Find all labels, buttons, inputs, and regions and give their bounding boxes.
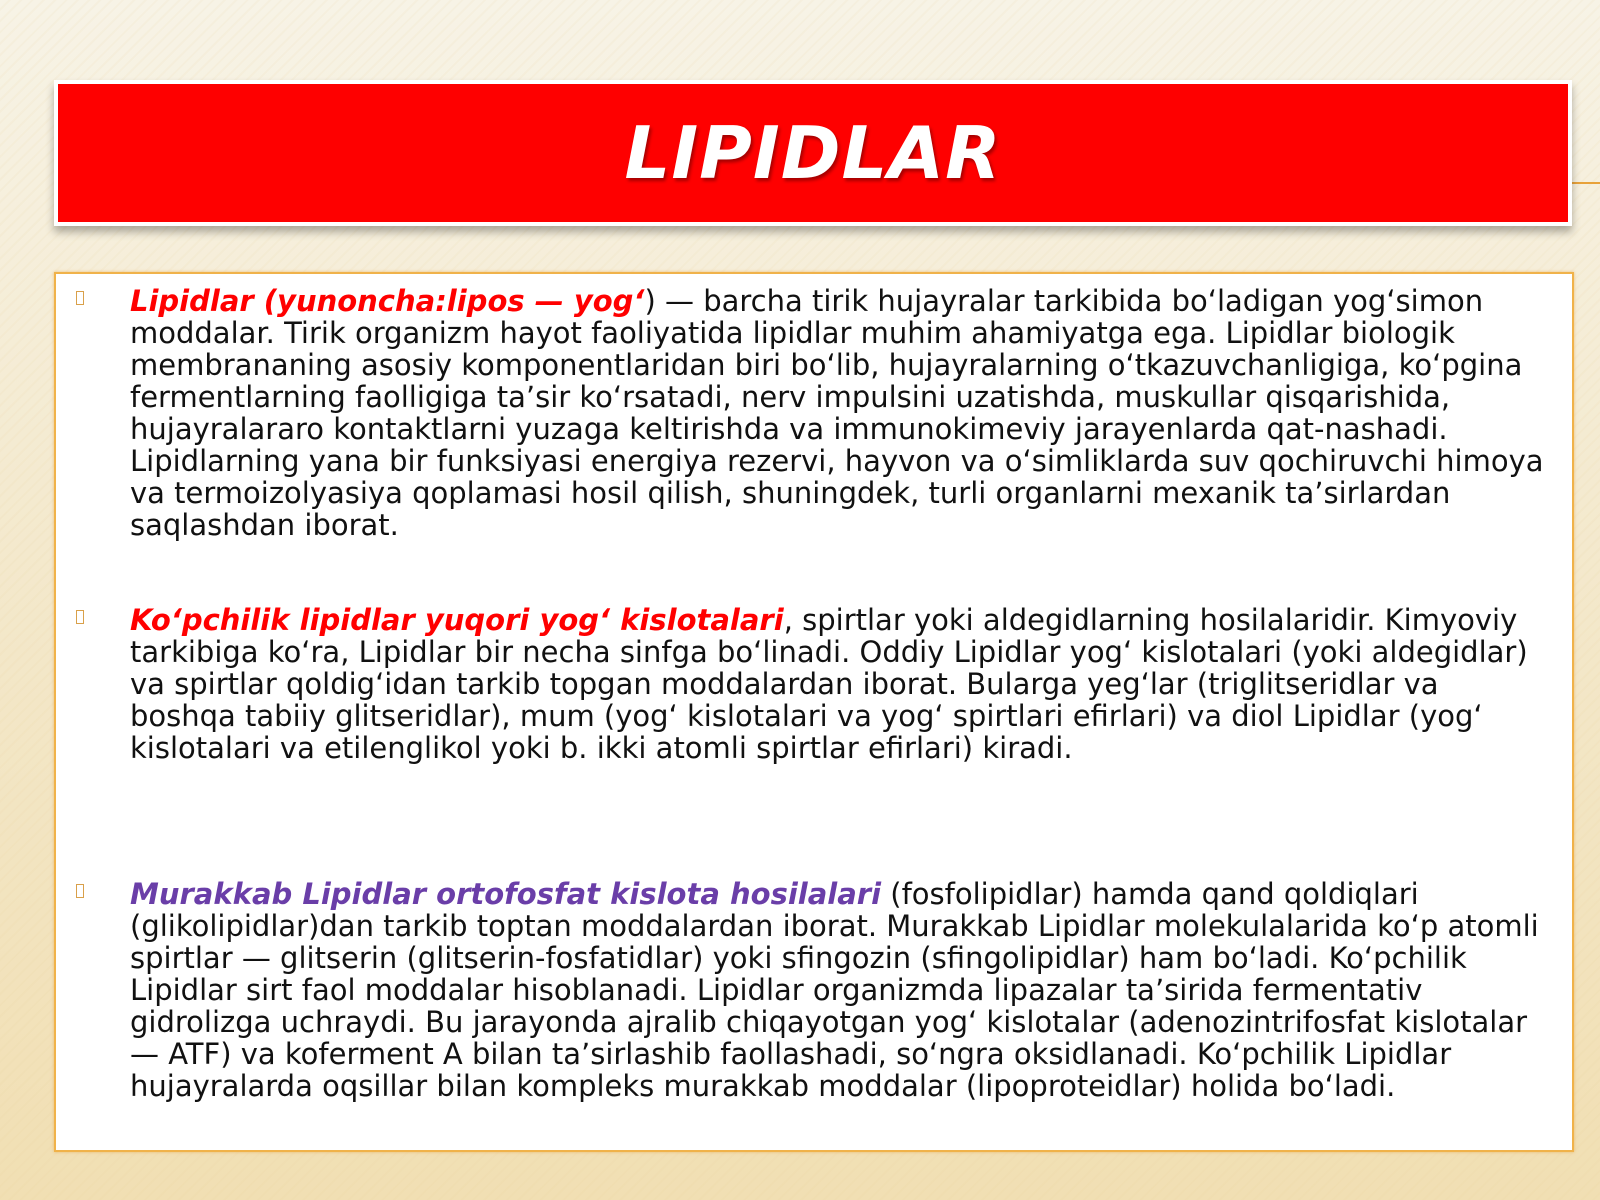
slide-title: LIPIDLAR <box>624 111 1002 195</box>
bullet-marker-icon <box>76 291 84 305</box>
bullet-text <box>130 878 1548 1102</box>
bullet-body: , spirtlar yoki aldegidlarning hosilalaridir. Kimyoviy tarkibiga ko‘ra, Lipidlar bir necha sinfga bo‘linadi. Oddiy Lipidlar yog‘ kislotalari (yoki aldegidlar) va spirtlar qoldig‘idan tarkib topgan moddalardan iborat. Bularga yeg‘lar (triglitseridlar va boshqa tabiiy glitseridlar), mum (yog‘ kislotalari va yog‘ spirtlari efirlari) va diol Lipidlar (yog‘ kislotalari va etilenglikol yoki b. ikki atomli spirtlar efirlari) kiradi. <box>130 603 1528 765</box>
bullet-body: (fosfolipidlar) hamda qand qoldiqlari (glikolipidlar)dan tarkib toptan moddalardan iborat. Murakkab Lipidlar molekulalarida ko‘p atomli spirtlar — glitserin (glitserin-fosfatidlar) yoki sfingozin (sfingolipidlar) ham bo‘ladi. Ko‘pchilik Lipidlar sirt faol moddalar hisoblanadi. Lipidlar organizmda lipazalar ta’sirida fermentativ gidrolizga uchraydi. Bu jarayonda ajralib chiqayotgan yog‘ kislotalar (adenozintrifosfat kislotalar — ATF) va koferment A bilan ta’sirlashib faollashadi, so‘ngra oksidlanadi. Ko‘pchilik Lipidlar hujayralarda oqsillar bilan kompleks murakkab moddalar (lipoproteidlar) holida bo‘ladi. <box>130 877 1539 1103</box>
bullet-highlight: Murakkab Lipidlar ortofosfat kislota hosilalari <box>130 877 882 911</box>
bullet-item-complex-lipids <box>76 878 1548 1102</box>
bullet-item-definition <box>76 285 1548 541</box>
bullet-body: ) — barcha tirik hujayralar tarkibida bo‘ladigan yog‘simon moddalar. Tirik organizm hayot faoliyatida lipidlar muhim ahamiyatga ega. Lipidlar biologik membrananing asosiy komponentlaridan biri bo‘lib, hujayralarning o‘tkazuvchanligiga, ko‘pgina fermentlarning faolligiga ta’sir ko‘rsatadi, nerv impulsini uzatishda, muskullar qisqarishida, hujayralararo kontaktlarni yuzaga keltirishda va immunokimeviy jarayenlarda qat-nashadi. Lipidlarning yana bir funksiyasi energiya rezervi, hayvon va o‘simliklarda suv qochiruvchi himoya va termoizolyasiya qoplamasi hosil qilish, shuningdek, turli organlarni mexanik ta’sirlardan saqlashdan iborat. <box>130 284 1544 542</box>
title-bar <box>54 80 1572 226</box>
bullet-text <box>130 604 1548 764</box>
bullet-text <box>130 285 1548 541</box>
bullet-highlight: Lipidlar (yunoncha:lipos — yog‘ <box>130 284 645 318</box>
bullet-item-simple-lipids <box>76 604 1548 764</box>
bullet-marker-icon <box>76 610 84 624</box>
bullet-marker-icon <box>76 884 84 898</box>
bullet-highlight: Ko‘pchilik lipidlar yuqori yog‘ kislotalari <box>130 603 784 637</box>
decorative-line <box>1570 182 1600 184</box>
